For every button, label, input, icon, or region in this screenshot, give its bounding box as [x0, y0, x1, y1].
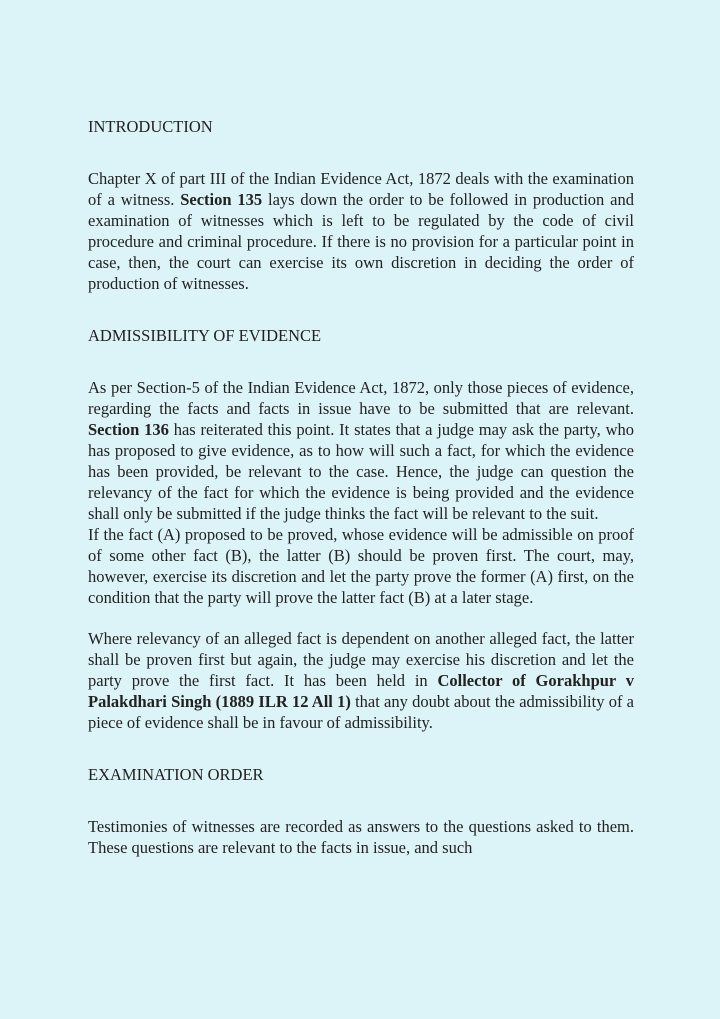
text-run: Chapter X of part III of the Indian Evidence Act, 1872 deals with the examination of a witness.	[88, 169, 634, 209]
examination-order-heading: EXAMINATION ORDER	[88, 765, 264, 784]
section-135-bold: Section 135	[180, 190, 263, 209]
introduction-paragraph	[88, 168, 634, 294]
text-run: has reiterated this point. It states that a judge may ask the party, who has proposed to give evidence, as to how will such a fact, for which the evidence has been provided, be relevant to the case. Hence, the judge can question the relevancy of the fact for which the evidence is being provided and the evidence shall only be submitted if the judge thinks the fact will be relevant to the suit.	[88, 420, 634, 523]
text-run: lays down the order to be followed in production and examination of witnesses which is left to be regulated by the code of civil procedure and criminal procedure. If there is no provision for a particular point in case, then, the court can exercise its own discretion in deciding the order of production of witnesses.	[88, 190, 634, 293]
case-citation-bold: Collector of Gorakhpur v Palakdhari Singh (1889 ILR 12 All 1)	[88, 671, 634, 711]
admissibility-paragraph-3	[88, 628, 634, 733]
admissibility-paragraph-1	[88, 377, 634, 524]
document-page	[88, 116, 634, 858]
admissibility-heading: ADMISSIBILITY OF EVIDENCE	[88, 326, 322, 345]
admissibility-paragraph-2: If the fact (A) proposed to be proved, whose evidence will be admissible on proof of some other fact (B), the latter (B) should be proven first. The court, may, however, exercise its discretion and let the party prove the former (A) first, on the condition that the party will prove the latter fact (B) at a later stage.	[88, 525, 634, 607]
text-run: Where relevancy of an alleged fact is dependent on another alleged fact, the latter shall be proven first but again, the judge may exercise his discretion and let the party prove the first fact. It has been held in	[88, 629, 634, 690]
text-run: that any doubt about the admissibility of a piece of evidence shall be in favour of admissibility.	[88, 692, 634, 732]
introduction-heading: INTRODUCTION	[88, 117, 213, 136]
text-run: As per Section-5 of the Indian Evidence Act, 1872, only those pieces of evidence, regarding the facts and facts in issue have to be submitted that are relevant.	[88, 378, 634, 418]
examination-paragraph: Testimonies of witnesses are recorded as answers to the questions asked to them. These questions are relevant to the facts in issue, and such	[88, 817, 634, 857]
section-136-bold: Section 136	[88, 420, 169, 439]
